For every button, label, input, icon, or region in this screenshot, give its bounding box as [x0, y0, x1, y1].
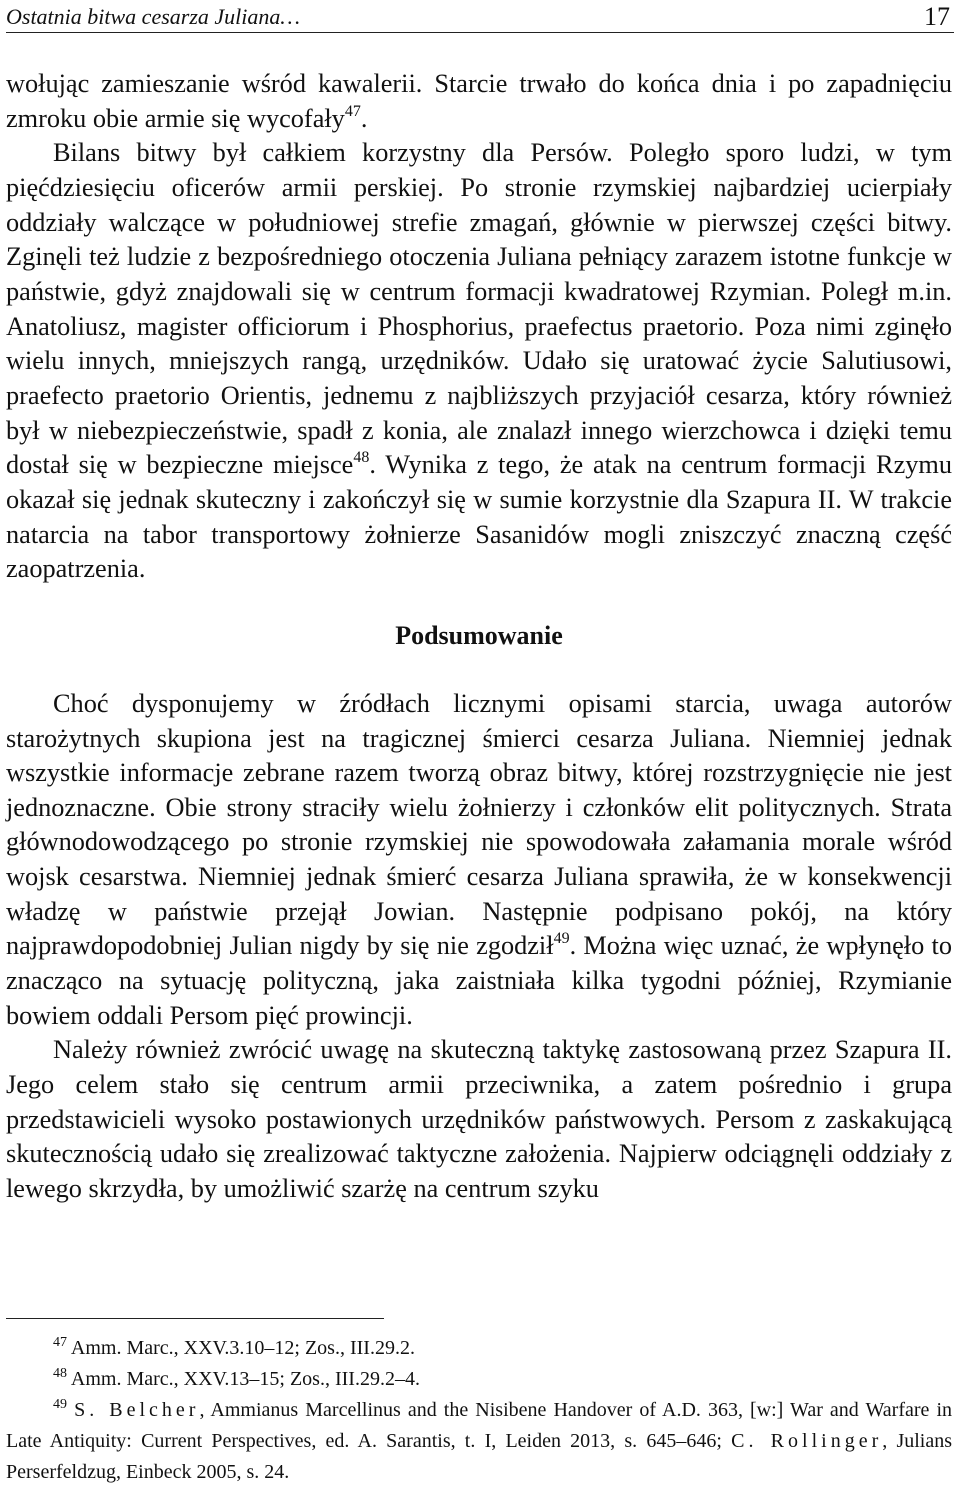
footnote-author-rollinger: C. Rollinger: [731, 1430, 883, 1452]
footnote-ref-49[interactable]: 49: [553, 930, 570, 948]
running-header: [6, 2, 954, 33]
paragraph-3-end: . Można więc uznać, że wpłynęło to znacząco na sytuację polityczną, jaka zaistniała kilka tygodni później, Rzymianie bowiem oddali Persom pięć prowincji.: [6, 931, 952, 1030]
page-number: 17: [924, 2, 950, 31]
footnote-number: 47: [53, 1335, 67, 1350]
section-heading: Podsumowanie: [395, 620, 563, 650]
footnote-text: Amm. Marc., XXV.13–15; Zos., III.29.2–4.: [70, 1368, 420, 1390]
footnote-divider: [6, 1318, 384, 1319]
body-text: [6, 67, 952, 1207]
paragraph-4-text: Należy również zwrócić uwagę na skuteczną taktykę zastosowaną przez Szapura II. Jego celem stało się centrum armii przeciwnika, a zatem pośrednio i grupa przedstawicieli wysoko postawionych urzędników państwowych. Persom z zaskakującą skutecznością udało się zrealizować taktyczne założenia. Najpierw odciągnęli oddziały z lewego skrzydła, by umożliwić szarżę na centrum szyku: [6, 1035, 952, 1204]
paragraph-2-end: . Wynika z tego, że atak na centrum formacji Rzymu okazał się jednak skuteczny i zakończył się w sumie korzystnie dla Szapura II. W trakcie natarcia na tabor transportowy żołnierze Sasanidów mogli zniszczyć znaczną część zaopatrzenia.: [6, 450, 952, 584]
footnote-47: [6, 1333, 952, 1364]
footnote-number: 49: [53, 1397, 67, 1412]
running-title: Ostatnia bitwa cesarza Juliana…: [6, 4, 300, 29]
paragraph-1: [6, 67, 952, 136]
footnote-text: , Julians Perserfeldzug, Einbeck 2005, s. 24.: [6, 1430, 952, 1483]
footnote-author-belcher: S. Belcher: [74, 1399, 200, 1421]
paragraph-2: [6, 136, 952, 587]
paragraph-1-text: wołując zamieszanie wśród kawalerii. Starcie trwało do końca dnia i po zapadnięciu zmroku obie armie się wycofały: [6, 69, 952, 133]
footnote-text: , Ammianus Marcellinus and the Nisibene Handover of A.D. 363, [w:] War and Warfare in Late Antiquity: Current Perspectives, ed. A. Sarantis, t. I, Leiden 2013, s. 645–646;: [6, 1399, 953, 1452]
footnotes: [6, 1333, 952, 1488]
footnote-49: [6, 1395, 952, 1488]
paragraph-3: [6, 687, 952, 1034]
footnote-ref-48[interactable]: 48: [353, 449, 370, 467]
footnote-48: [6, 1364, 952, 1395]
footnote-number: 48: [53, 1366, 67, 1381]
footnote-ref-47[interactable]: 47: [344, 102, 361, 120]
paragraph-1-end: .: [360, 103, 368, 133]
footnote-text: Amm. Marc., XXV.3.10–12; Zos., III.29.2.: [70, 1337, 415, 1359]
paragraph-3-text: Choć dysponujemy w źródłach licznymi opisami starcia, uwaga autorów starożytnych skupiona jest na tragicznej śmierci cesarza Juliana. Niemniej jednak wszystkie informacje zebrane razem tworzą obraz bitwy, której rozstrzygnięcie nie jest jednoznaczne. Obie strony straciły wielu żołnierzy i członków elit politycznych. Strata głównodowodzącego po stronie rzymskiej nie spowodowała załamania morale wśród wojsk cesarstwa. Niemniej jednak śmierć cesarza Juliana sprawiła, że w konsekwencji władzę w państwie przejął Jowian. Następnie podpisano pokój, na który najprawdopodobniej Julian nigdy by się nie zgodził: [6, 688, 952, 961]
paragraph-2-text: Bilans bitwy był całkiem korzystny dla Persów. Poległo sporo ludzi, w tym pięćdziesięciu oficerów armii perskiej. Po stronie rzymskiej najbardziej ucierpiały oddziały walczące w południowej strefie zmagań, głównie w pierwszej części bitwy. Zginęli też ludzie z bezpośredniego otoczenia Juliana pełniący zarazem istotne funkcje w państwie, gdyż znajdowali się w centrum formacji kwadratowej Rzymian. Poległ m.in. Anatoliusz, magister officiorum i Phosphorius, praefectus praetorio. Poza nimi zginęło wielu innych, mniejszych rangą, urzędników. Udało się uratować życie Salutiusowi, praefecto praetorio Orientis, jednemu z najbliższych przyjaciół cesarza, który również był w niebezpieczeństwie, spadł z konia, ale znalazł innego wierzchowca i dzięki temu dostał się w bezpieczne miejsce: [6, 138, 952, 480]
paragraph-4: [6, 1033, 952, 1206]
